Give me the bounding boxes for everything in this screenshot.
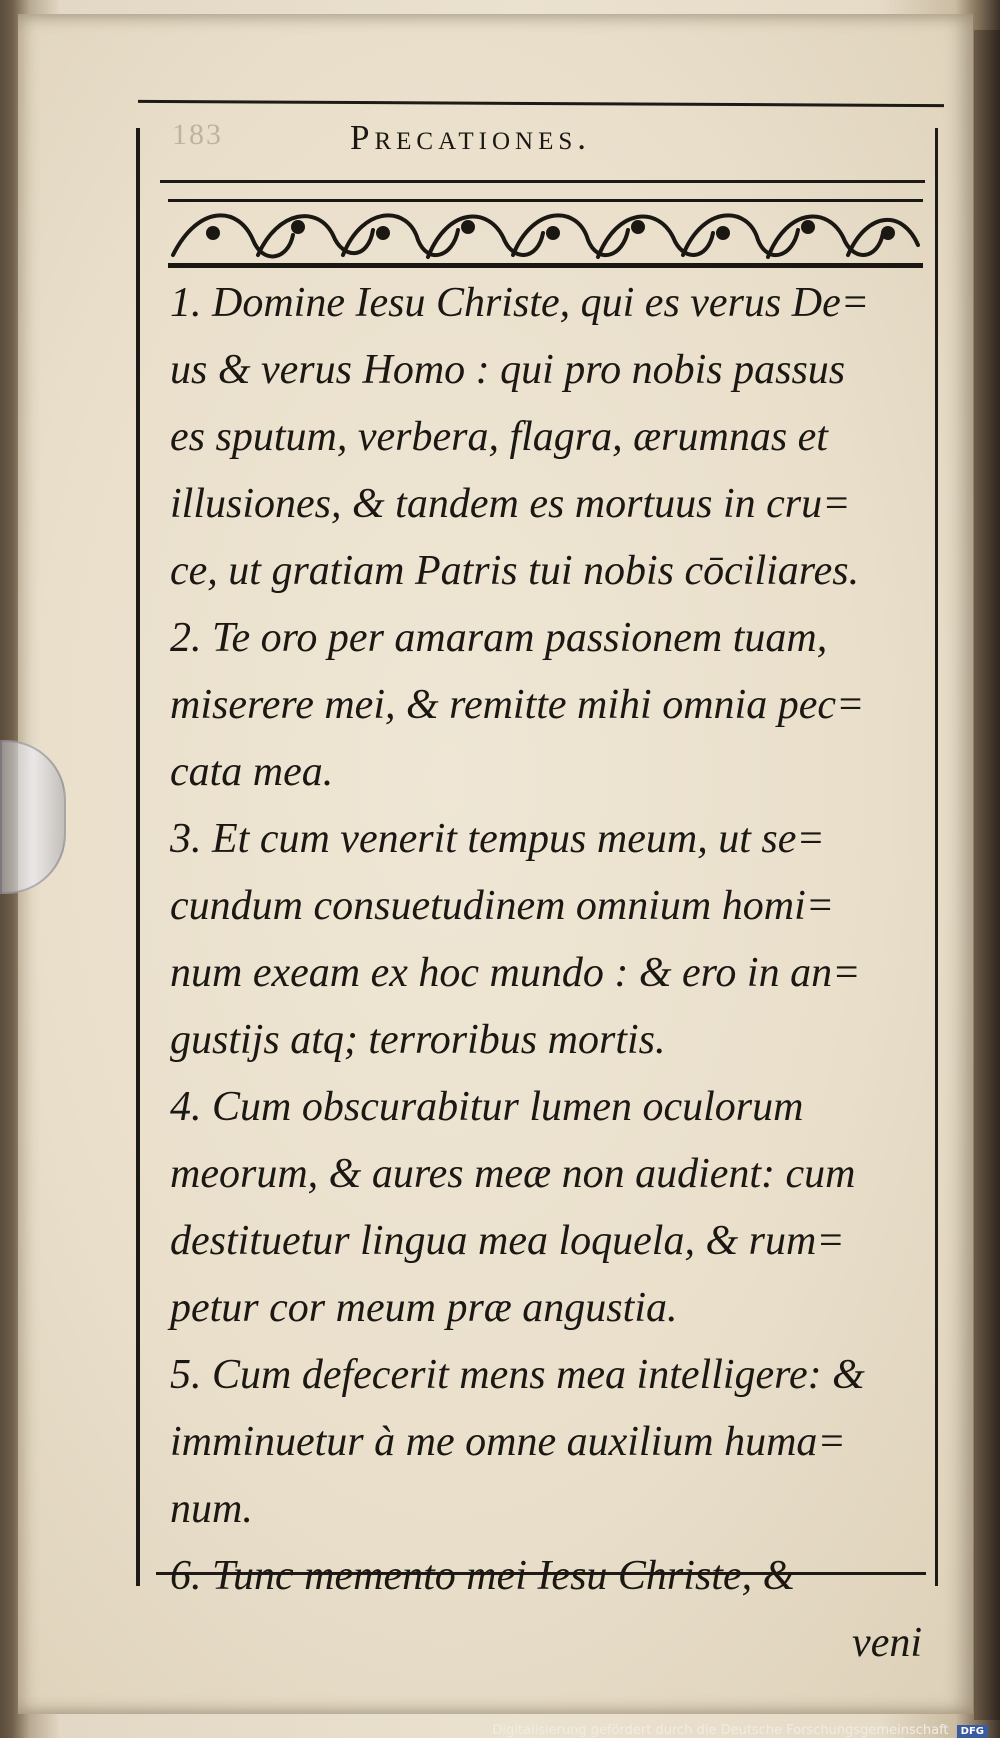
dfg-logo: DFG <box>957 1725 988 1738</box>
text-line: 3. Et cum venerit tempus meum, ut se= <box>170 816 825 862</box>
text-line: 4. Cum obscurabitur lumen oculorum <box>170 1084 804 1130</box>
header-rule <box>160 180 925 183</box>
text-line: num exeam ex hoc mundo : & ero in an= <box>170 950 861 996</box>
text-line: illusiones, & tandem es mortuus in cru= <box>170 481 851 527</box>
prayer-text <box>170 270 930 1677</box>
text-line: 1. Domine Iesu Christe, qui es verus De= <box>170 280 870 326</box>
text-line: miserere mei, & remitte mihi omnia pec= <box>170 682 865 728</box>
text-line: petur cor meum præ angustia. <box>170 1285 678 1331</box>
text-line: cata mea. <box>170 749 334 795</box>
text-line: num. <box>170 1486 253 1532</box>
text-line: us & verus Homo : qui pro nobis passus <box>170 347 846 393</box>
text-line: 6. Tunc memento mei Iesu Christe, & <box>170 1553 796 1599</box>
page-number: 183 <box>172 118 223 151</box>
text-line: gustijs atq; terroribus mortis. <box>170 1017 666 1063</box>
credit-text: Digitalisierung gefördert durch die Deutsche Forschungsgemeinschaft <box>492 1723 949 1738</box>
facing-page-edge <box>974 30 1000 1720</box>
digitization-credit <box>492 1723 988 1738</box>
text-line: es sputum, verbera, flagra, ærumnas et <box>170 414 828 460</box>
text-line: meorum, & aures meæ non audient: cum <box>170 1151 856 1197</box>
running-head: Precationes. <box>350 118 591 157</box>
text-line: 2. Te oro per amaram passionem tuam, <box>170 615 828 661</box>
text-line: ce, ut gratiam Patris tui nobis cōciliares. <box>170 548 860 594</box>
text-line: cundum consuetudinem omnium homi= <box>170 883 835 929</box>
text-line: 5. Cum defecerit mens mea intelligere: & <box>170 1352 865 1398</box>
ornamental-band <box>168 195 923 273</box>
catchword: veni <box>852 1620 922 1666</box>
text-line: destituetur lingua mea loquela, & rum= <box>170 1218 845 1264</box>
text-line: imminuetur à me omne auxilium huma= <box>170 1419 846 1465</box>
